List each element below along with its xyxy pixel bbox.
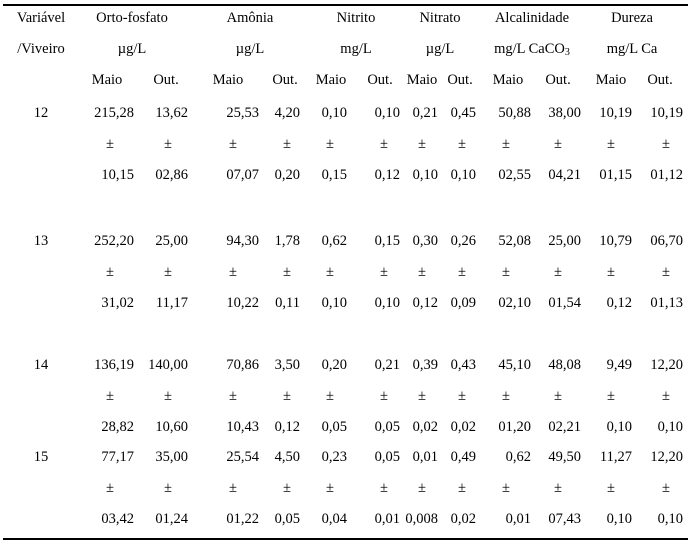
header-name: Nitrito (336, 10, 376, 26)
mean-value: 0,62 (321, 233, 347, 249)
sd-value: 02,21 (548, 419, 581, 435)
sd-value: 0,008 (405, 511, 438, 527)
mean-value: 10,19 (599, 105, 632, 121)
mean-value: 25,00 (155, 233, 188, 249)
sd-value: 0,10 (412, 167, 438, 183)
sd-value: 03,42 (101, 511, 134, 527)
plus-minus-sign: ± (283, 264, 291, 280)
sd-value: 0,12 (274, 419, 300, 435)
sd-value: 0,10 (606, 419, 632, 435)
sd-value: 0,10 (657, 419, 683, 435)
header-unit (494, 40, 570, 58)
plus-minus-sign: ± (229, 136, 237, 152)
plus-minus-sign: ± (106, 136, 114, 152)
plus-minus-sign: ± (607, 264, 615, 280)
mean-value: 10,79 (599, 233, 632, 249)
mean-value: 0,10 (321, 105, 347, 121)
sd-value: 0,09 (450, 295, 476, 311)
plus-minus-sign: ± (164, 388, 172, 404)
plus-minus-sign: ± (418, 388, 426, 404)
mean-value: 3,50 (274, 357, 300, 373)
plus-minus-sign: ± (380, 480, 388, 496)
mean-value: 140,00 (148, 357, 188, 373)
plus-minus-sign: ± (502, 480, 510, 496)
sd-value: 0,04 (321, 511, 347, 527)
sd-value: 0,05 (374, 419, 400, 435)
mean-value: 0,05 (374, 449, 400, 465)
sd-value: 0,12 (412, 295, 438, 311)
plus-minus-sign: ± (662, 264, 670, 280)
sd-value: 01,13 (650, 295, 683, 311)
mean-value: 11,27 (599, 449, 632, 465)
sd-value: 0,12 (374, 167, 400, 183)
plus-minus-sign: ± (283, 136, 291, 152)
top-rule (3, 4, 688, 6)
mean-value: 136,19 (94, 357, 134, 373)
header-name: Orto-fosfato (96, 10, 168, 26)
month-label: Maio (91, 72, 123, 88)
plus-minus-sign: ± (229, 388, 237, 404)
header-unit-main: mg/L CaCO (494, 41, 565, 57)
sd-value: 0,05 (321, 419, 347, 435)
sd-value: 0,02 (450, 419, 476, 435)
plus-minus-sign: ± (418, 480, 426, 496)
mean-value: 0,30 (412, 233, 438, 249)
month-label: Out. (647, 72, 673, 88)
mean-value: 25,53 (226, 105, 259, 121)
plus-minus-sign: ± (458, 388, 466, 404)
sd-value: 04,21 (548, 167, 581, 183)
mean-value: 25,54 (226, 449, 259, 465)
sd-value: 01,24 (155, 511, 188, 527)
header-unit: µg/L (235, 41, 265, 57)
plus-minus-sign: ± (106, 388, 114, 404)
mean-value: 252,20 (94, 233, 134, 249)
sd-value: 31,02 (101, 295, 134, 311)
mean-value: 0,62 (505, 449, 531, 465)
plus-minus-sign: ± (380, 136, 388, 152)
month-label: Maio (595, 72, 627, 88)
sd-value: 01,12 (650, 167, 683, 183)
sd-value: 10,15 (101, 167, 134, 183)
sd-value: 0,12 (606, 295, 632, 311)
plus-minus-sign: ± (502, 136, 510, 152)
plus-minus-sign: ± (164, 480, 172, 496)
mean-value: 0,23 (321, 449, 347, 465)
plus-minus-sign: ± (418, 136, 426, 152)
plus-minus-sign: ± (554, 264, 562, 280)
mean-value: 06,70 (650, 233, 683, 249)
plus-minus-sign: ± (607, 388, 615, 404)
sd-value: 02,86 (155, 167, 188, 183)
header-name: Amônia (226, 10, 274, 26)
sd-value: 10,43 (226, 419, 259, 435)
mean-value: 0,49 (450, 449, 476, 465)
mean-value: 0,39 (412, 357, 438, 373)
mean-value: 50,88 (498, 105, 531, 121)
plus-minus-sign: ± (554, 480, 562, 496)
header-name: Alcalinidade (494, 10, 570, 26)
plus-minus-sign: ± (283, 388, 291, 404)
sd-value: 0,10 (450, 167, 476, 183)
sd-value: 02,10 (498, 295, 531, 311)
mean-value: 0,26 (450, 233, 476, 249)
sd-value: 0,10 (606, 511, 632, 527)
mean-value: 25,00 (548, 233, 581, 249)
mean-value: 0,15 (374, 233, 400, 249)
plus-minus-sign: ± (662, 136, 670, 152)
sd-value: 10,22 (226, 295, 259, 311)
mean-value: 49,50 (548, 449, 581, 465)
plus-minus-sign: ± (458, 480, 466, 496)
sd-value: 07,07 (226, 167, 259, 183)
plus-minus-sign: ± (458, 264, 466, 280)
mean-value: 0,10 (374, 105, 400, 121)
bottom-rule (3, 538, 688, 540)
mean-value: 0,20 (321, 357, 347, 373)
mean-value: 35,00 (155, 449, 188, 465)
mean-value: 12,20 (650, 449, 683, 465)
plus-minus-sign: ± (502, 264, 510, 280)
plus-minus-sign: ± (283, 480, 291, 496)
header-unit-subscript: 3 (564, 47, 570, 58)
plus-minus-sign: ± (326, 480, 334, 496)
sd-value: 0,11 (275, 295, 300, 311)
month-label: Out. (447, 72, 473, 88)
plus-minus-sign: ± (607, 136, 615, 152)
sd-value: 11,17 (155, 295, 188, 311)
month-label: Out. (545, 72, 571, 88)
header-name: Dureza (611, 10, 653, 26)
viveiro-id: 14 (33, 357, 49, 373)
month-label: Out. (153, 72, 179, 88)
mean-value: 0,21 (412, 105, 438, 121)
sd-value: 0,05 (274, 511, 300, 527)
mean-value: 215,28 (94, 105, 134, 121)
sd-value: 07,43 (548, 511, 581, 527)
plus-minus-sign: ± (418, 264, 426, 280)
mean-value: 45,10 (498, 357, 531, 373)
mean-value: 38,00 (548, 105, 581, 121)
plus-minus-sign: ± (326, 136, 334, 152)
mean-value: 0,21 (374, 357, 400, 373)
header-name: Variável (16, 10, 66, 26)
sd-value: 01,22 (226, 511, 259, 527)
mean-value: 94,30 (226, 233, 259, 249)
header-unit: mg/L (340, 41, 372, 57)
month-label: Maio (406, 72, 438, 88)
sd-value: 0,10 (321, 295, 347, 311)
plus-minus-sign: ± (164, 136, 172, 152)
header-name: Nitrato (419, 10, 461, 26)
sd-value: 02,55 (498, 167, 531, 183)
plus-minus-sign: ± (554, 136, 562, 152)
plus-minus-sign: ± (229, 264, 237, 280)
plus-minus-sign: ± (326, 388, 334, 404)
plus-minus-sign: ± (106, 480, 114, 496)
month-label: Maio (492, 72, 524, 88)
mean-value: 0,43 (450, 357, 476, 373)
sd-value: 0,01 (505, 511, 531, 527)
plus-minus-sign: ± (458, 136, 466, 152)
mean-value: 1,78 (274, 233, 300, 249)
plus-minus-sign: ± (607, 480, 615, 496)
mean-value: 0,01 (412, 449, 438, 465)
month-label: Out. (272, 72, 298, 88)
mean-value: 0,45 (450, 105, 476, 121)
mean-value: 12,20 (650, 357, 683, 373)
sd-value: 0,10 (374, 295, 400, 311)
plus-minus-sign: ± (380, 264, 388, 280)
month-label: Maio (315, 72, 347, 88)
mean-value: 9,49 (606, 357, 632, 373)
mean-value: 48,08 (548, 357, 581, 373)
sd-value: 0,02 (412, 419, 438, 435)
month-label: Out. (367, 72, 393, 88)
header-unit: µg/L (425, 41, 455, 57)
plus-minus-sign: ± (380, 388, 388, 404)
header-unit: /Viveiro (17, 41, 65, 57)
mean-value: 70,86 (226, 357, 259, 373)
plus-minus-sign: ± (229, 480, 237, 496)
viveiro-id: 12 (33, 105, 49, 121)
plus-minus-sign: ± (554, 388, 562, 404)
sd-value: 0,01 (374, 511, 400, 527)
sd-value: 01,15 (599, 167, 632, 183)
plus-minus-sign: ± (662, 480, 670, 496)
plus-minus-sign: ± (164, 264, 172, 280)
plus-minus-sign: ± (326, 264, 334, 280)
mean-value: 10,19 (650, 105, 683, 121)
sd-value: 01,20 (498, 419, 531, 435)
mean-value: 4,20 (274, 105, 300, 121)
sd-value: 10,60 (155, 419, 188, 435)
plus-minus-sign: ± (106, 264, 114, 280)
viveiro-id: 15 (33, 449, 49, 465)
header-unit: µg/L (117, 41, 147, 57)
plus-minus-sign: ± (662, 388, 670, 404)
sd-value: 0,02 (450, 511, 476, 527)
sd-value: 28,82 (101, 419, 134, 435)
mean-value: 77,17 (101, 449, 134, 465)
mean-value: 13,62 (155, 105, 188, 121)
mean-value: 4,50 (274, 449, 300, 465)
sd-value: 0,15 (321, 167, 347, 183)
mean-value: 52,08 (498, 233, 531, 249)
sd-value: 0,20 (274, 167, 300, 183)
header-unit: mg/L Ca (606, 41, 658, 57)
sd-value: 0,10 (657, 511, 683, 527)
plus-minus-sign: ± (502, 388, 510, 404)
viveiro-id: 13 (33, 233, 49, 249)
month-label: Maio (212, 72, 244, 88)
sd-value: 01,54 (548, 295, 581, 311)
